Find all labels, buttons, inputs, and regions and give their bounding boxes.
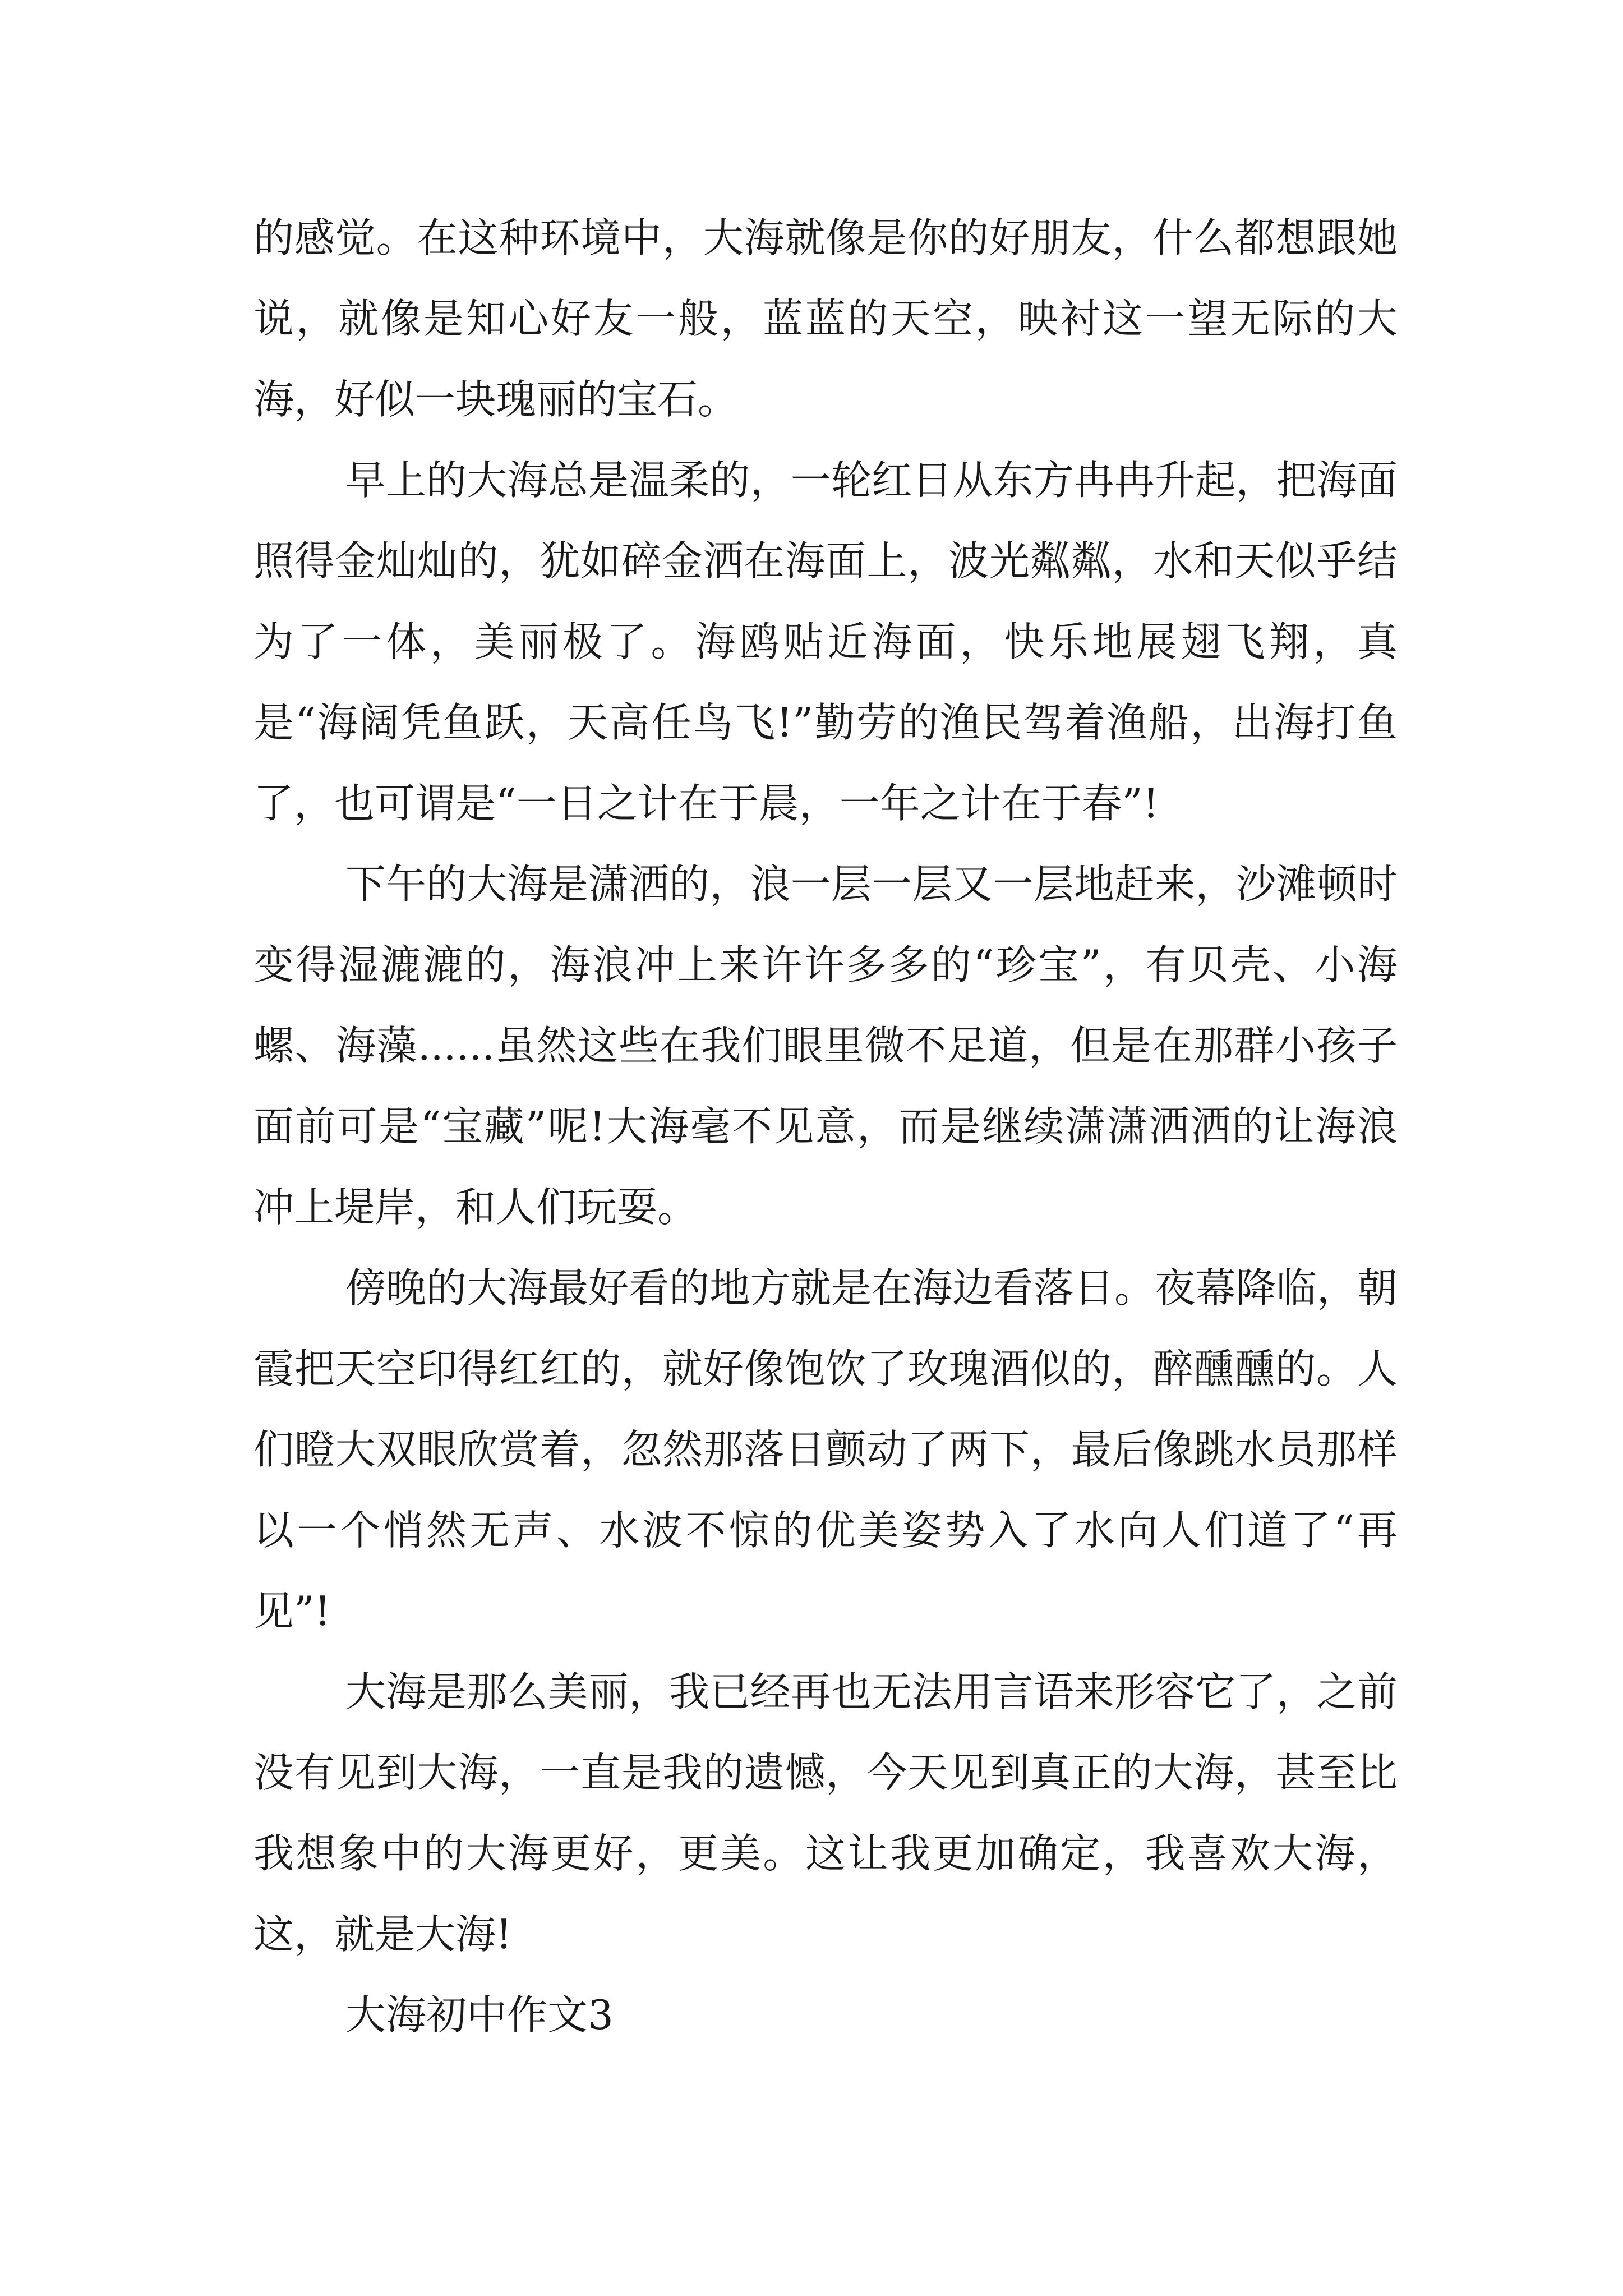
section-heading: 大海初中作文3: [345, 1991, 614, 2039]
paragraph-conclusion: 大海是那么美丽，我已经再也无法用言语来形容它了，之前没有见到大海，一直是我的遗憾，今天见到真正的大海，甚至比我想象中的大海更好，更美。这让我更加确定，我喜欢大海，这，就是大海!: [253, 1668, 1398, 1958]
paragraph-morning-sea: 早上的大海总是温柔的，一轮红日从东方冉冉升起，把海面照得金灿灿的，犹如碎金洒在海面上，波光粼粼，水和天似乎结为了一体，美丽极了。海鸥贴近海面，快乐地展翅飞翔，真是“海阔凭鱼跃，天高任鸟飞!”勤劳的渔民驾着渔船，出海打鱼了，也可谓是“一日之计在于晨，一年之计在于春”!: [253, 457, 1398, 827]
paragraph-continued: 的感觉。在这种环境中，大海就像是你的好朋友，什么都想跟她说，就像是知心好友一般，蓝蓝的天空，映衬这一望无际的大海，好似一块瑰丽的宝石。: [253, 214, 1398, 423]
paragraph-evening-sea: 傍晚的大海最好看的地方就是在海边看落日。夜幕降临，朝霞把天空印得红红的，就好像饱饮了玫瑰酒似的，醉醺醺的。人们瞪大双眼欣赏着，忽然那落日颤动了两下，最后像跳水员那样以一个悄然无声、水波不惊的优美姿势入了水向人们道了“再见”!: [253, 1264, 1398, 1635]
document-body: [253, 197, 1398, 2055]
paragraph-afternoon-sea: 下午的大海是潇洒的，浪一层一层又一层地赶来，沙滩顿时变得湿漉漉的，海浪冲上来许许多多的“珍宝”，有贝壳、小海螺、海藻......虽然这些在我们眼里微不足道，但是在那群小孩子面前可是“宝藏”呢!大海毫不见意，而是继续潇潇洒洒的让海浪冲上堤岸，和人们玩耍。: [253, 861, 1398, 1231]
